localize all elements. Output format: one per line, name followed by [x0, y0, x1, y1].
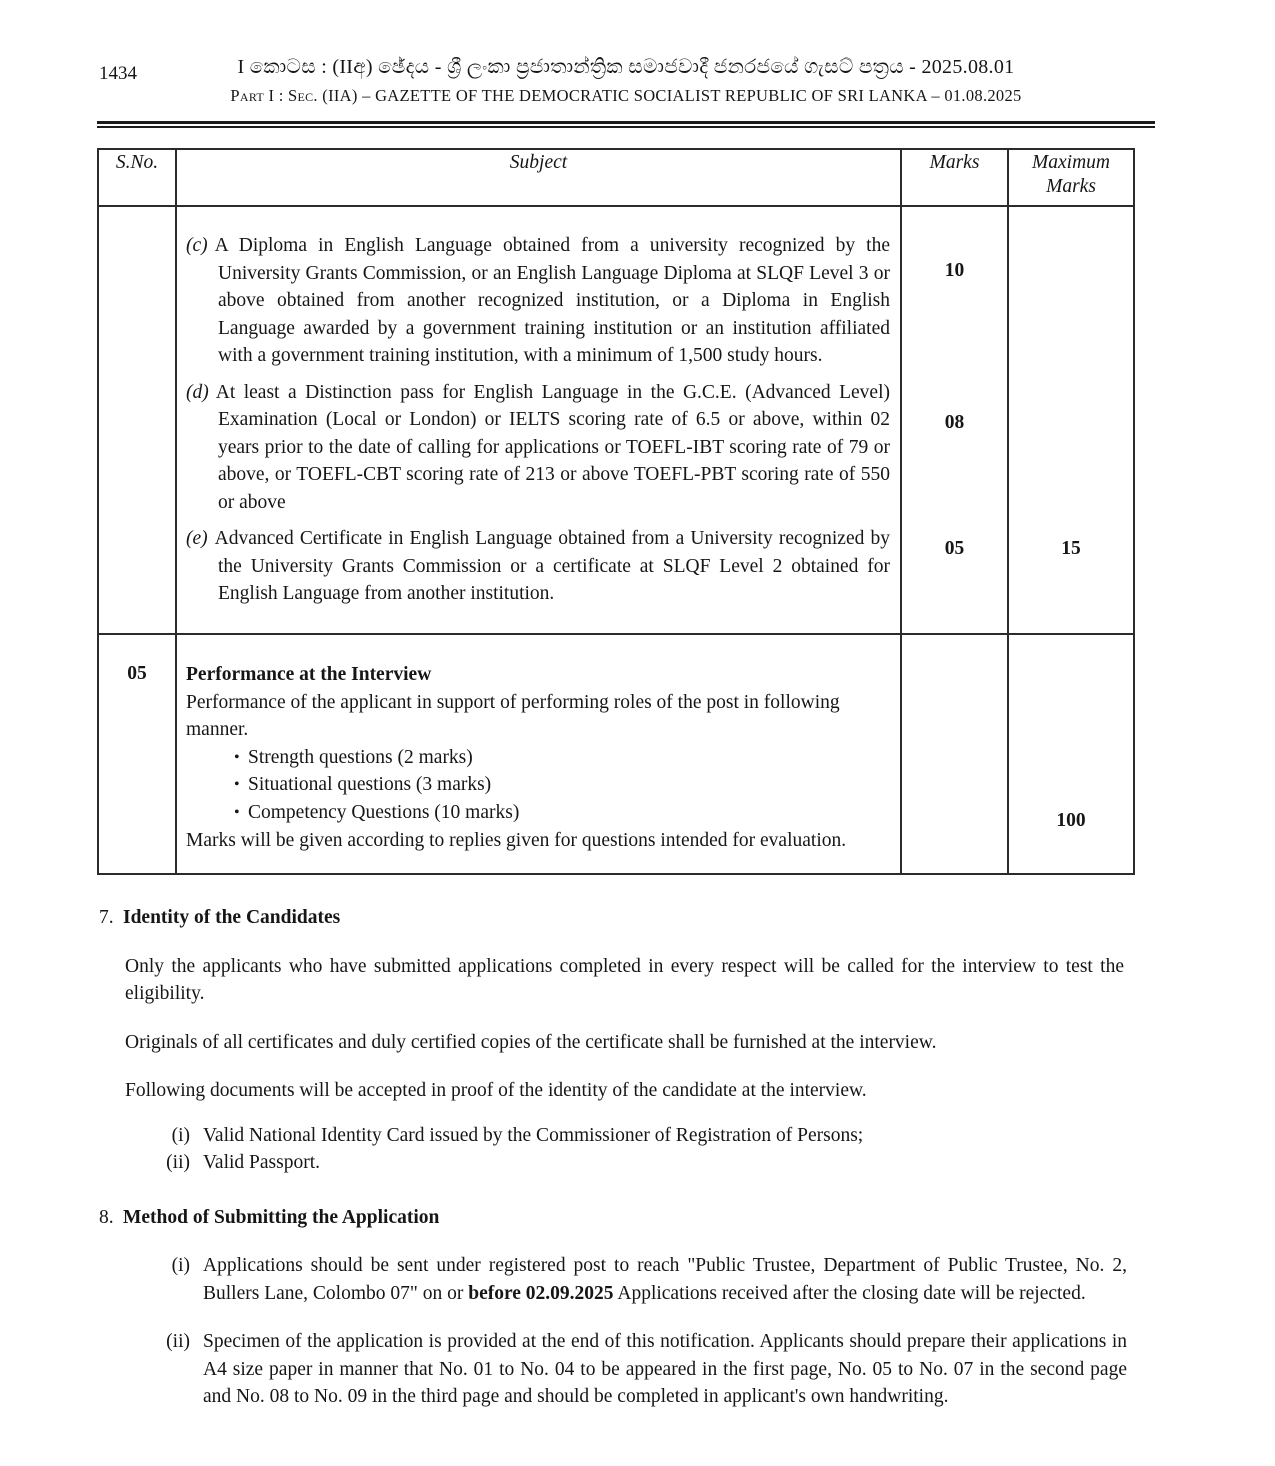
column-header-maximum-marks: Maximum Marks [1008, 149, 1134, 206]
identity-documents-list [0, 1122, 1275, 1177]
column-header-marks: Marks [901, 149, 1008, 206]
sno-cell-empty [98, 206, 176, 634]
table-header-row [98, 149, 1134, 206]
paragraph: Originals of all certificates and duly certified copies of the certificate shall be furnished at the interview. [125, 1031, 937, 1053]
bullet-icon: • [234, 803, 240, 821]
bullet-icon: • [234, 748, 240, 766]
section-title: Identity of the Candidates [123, 907, 341, 928]
bullet-item [186, 799, 890, 827]
header-rule [97, 121, 1155, 128]
text-segment: Applications received after the closing date will be rejected. [613, 1282, 1086, 1304]
subject-item-e [186, 525, 890, 608]
section-8-heading [99, 1204, 1124, 1232]
list-item-text: Valid Passport. [203, 1152, 320, 1173]
deadline-text: before 02.09.2025 [468, 1282, 614, 1304]
table-row [98, 206, 1134, 634]
table-row [98, 634, 1134, 874]
marks-value-c: 10 [944, 260, 965, 281]
subject-item-c [186, 232, 890, 370]
list-item-number: (i) [171, 1124, 190, 1146]
page-header [97, 54, 1155, 106]
header-english-line: Part I : Sec. (IIA) – GAZETTE OF THE DEMOCRATIC SOCIALIST REPUBLIC OF SRI LANKA – 01.08.2025 [230, 86, 1022, 105]
paragraph: Following documents will be accepted in proof of the identity of the candidate at the interview. [125, 1080, 867, 1101]
marks-value-e: 05 [944, 538, 965, 559]
list-item-number: (ii) [166, 1152, 190, 1173]
marks-cell-empty [901, 634, 1008, 874]
subject-cell-performance [176, 634, 901, 874]
bullet-item [186, 744, 890, 772]
list-item [158, 1149, 1127, 1177]
bullet-icon: • [234, 776, 240, 794]
maximum-marks-value: 15 [1061, 538, 1081, 559]
paragraph: Only the applicants who have submitted applications completed in every respect will be called for the interview to test the eligibility. [125, 955, 1124, 1004]
subject-item-d [186, 379, 890, 517]
item-text: At least a Distinction pass for English Language in the G.C.E. (Advanced Level) Examination (Local or London) or IELTS scoring rate of 6.5 or above, within 02 years prior to the date of calling for applications or TOEFL-IBT scoring rate of 79 or above, or TOEFL-CBT scoring rate of 213 or above TOEFL-PBT scoring rate of 550 or above [215, 381, 890, 513]
performance-intro: Performance of the applicant in support of performing roles of the post in following manner. [186, 691, 840, 741]
section-title: Method of Submitting the Application [123, 1206, 440, 1228]
item-text: Advanced Certificate in English Language obtained from a University recognized by the University Grants Commission or a certificate at SLQF Level 2 obtained for English Language from another institution. [214, 528, 890, 604]
bullet-text: Strength questions (2 marks) [248, 746, 473, 768]
list-item [158, 1328, 1127, 1411]
subject-cell-cde [176, 206, 901, 634]
document-body [0, 877, 1275, 1411]
marks-table [97, 148, 1135, 875]
list-item-text: Valid National Identity Card issued by the Commissioner of Registration of Persons; [203, 1124, 864, 1146]
page-number: 1434 [99, 63, 137, 84]
item-text: A Diploma in English Language obtained from a university recognized by the University Grants Commission, or an English Language Diploma at SLQF Level 3 or above obtained from another recognized institution, or a Diploma in English Language awarded by a government training institution or an institution affiliated with a government training institution, with a minimum of 1,500 study hours. [214, 235, 890, 366]
item-label: (e) [186, 528, 208, 549]
list-item-text [203, 1252, 1127, 1307]
section-number: 7. [99, 907, 114, 928]
list-item [158, 1252, 1127, 1307]
performance-heading: Performance at the Interview [186, 664, 432, 685]
list-item [158, 1122, 1127, 1150]
section-7-heading [99, 904, 1124, 932]
section-number: 8. [99, 1206, 114, 1228]
column-header-subject: Subject [176, 149, 901, 206]
header-sinhala-line: I කොටස : (IIඅ) ඡේදය - ශ්‍රී ලංකා ප්‍රජාතාන්ත්‍රික සමාජවාදී ජනරජයේ ගැසට් පත්‍රය - 2025.08.01 [237, 56, 1015, 78]
list-item-number: (i) [171, 1255, 190, 1276]
bullet-text: Competency Questions (10 marks) [248, 801, 520, 823]
maximum-marks-cell [1008, 206, 1134, 634]
bullet-item [186, 771, 890, 799]
marks-value-d: 08 [944, 412, 965, 433]
maximum-marks-cell [1008, 634, 1134, 874]
text-segment: Applications should be sent under registered post to reach "Public Trustee, Department of Public Trustee, No. 2, Bullers Lane, Colombo 07" on or [203, 1255, 1127, 1304]
bullet-text: Situational questions (3 marks) [248, 774, 492, 796]
item-label: (d) [186, 381, 209, 403]
column-header-sno: S.No. [98, 149, 176, 206]
list-item-number: (ii) [166, 1331, 190, 1352]
performance-outro: Marks will be given according to replies given for questions intended for evaluation. [186, 829, 847, 851]
item-label: (c) [186, 235, 208, 256]
sno-cell-05: 05 [98, 634, 176, 874]
marks-cell [901, 206, 1008, 634]
maximum-marks-value: 100 [1056, 810, 1086, 831]
list-item-text: Specimen of the application is provided at the end of this notification. Applicants should prepare their applications in A4 size paper in manner that No. 01 to No. 04 to be appeared in the first page, No. 05 to No. 07 in the second page and No. 08 to No. 09 in the third page and should be completed in applicant's own handwriting. [203, 1331, 1127, 1407]
